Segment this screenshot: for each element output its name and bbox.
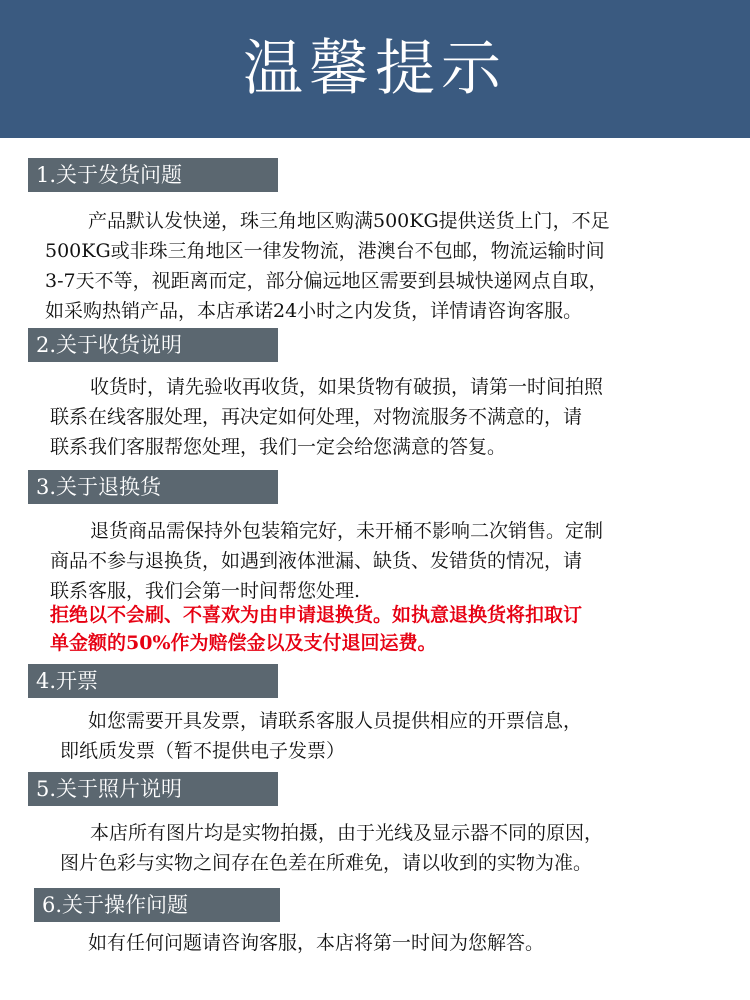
para-photos-line-2: 图片色彩与实物之间存在色差在所难免，请以收到的实物为准。 [60,852,593,874]
para-receiving-line-3: 联系我们客服帮您处理，我们一定会给您满意的答复。 [50,436,507,458]
section-heading-photos: 5.关于照片说明 [28,772,278,806]
returns-warning-line-1: 拒绝以不会刷、不喜欢为由申请退换货。如执意退换货将扣取订 [50,604,583,626]
section-heading-receiving: 2.关于收货说明 [28,328,278,362]
para-returns-line-3: 联系客服，我们会第一时间帮您处理. [50,580,361,602]
section-heading-invoice: 4.开票 [28,664,278,698]
para-shipping-line-4: 如采购热销产品，本店承诺24小时之内发货，详情请咨询客服。 [45,300,583,322]
returns-warning-line-2: 单金额的50%作为赔偿金以及支付退回运费。 [50,632,437,654]
para-invoice-line-2: 即纸质发票（暂不提供电子发票） [60,740,346,762]
para-shipping-line-1: 产品默认发快递，珠三角地区购满500KG提供送货上门，不足 [88,210,610,232]
para-shipping-line-2: 500KG或非珠三角地区一律发物流，港澳台不包邮，物流运输时间 [45,240,605,262]
section-heading-returns: 3.关于退换货 [28,470,278,504]
para-operations-line-1: 如有任何问题请咨询客服，本店将第一时间为您解答。 [88,932,545,954]
para-shipping-line-3: 3-7天不等，视距离而定，部分偏远地区需要到县城快递网点自取， [45,270,608,292]
para-returns-line-2: 商品不参与退换货，如遇到液体泄漏、缺货、发错货的情况，请 [50,550,583,572]
para-photos-line-1: 本店所有图片均是实物拍摄，由于光线及显示器不同的原因， [90,822,604,844]
page-title: 温馨提示 [243,34,507,104]
section-heading-shipping: 1.关于发货问题 [28,158,278,192]
para-invoice-line-1: 如您需要开具发票，请联系客服人员提供相应的开票信息， [88,710,583,732]
para-receiving-line-2: 联系在线客服处理，再决定如何处理，对物流服务不满意的，请 [50,406,583,428]
header-banner [0,0,750,138]
para-receiving-line-1: 收货时，请先验收再收货，如果货物有破损，请第一时间拍照 [90,376,604,398]
para-returns-line-1: 退货商品需保持外包装箱完好，未开桶不影响二次销售。定制 [90,520,604,542]
section-heading-operations: 6.关于操作问题 [34,888,280,922]
